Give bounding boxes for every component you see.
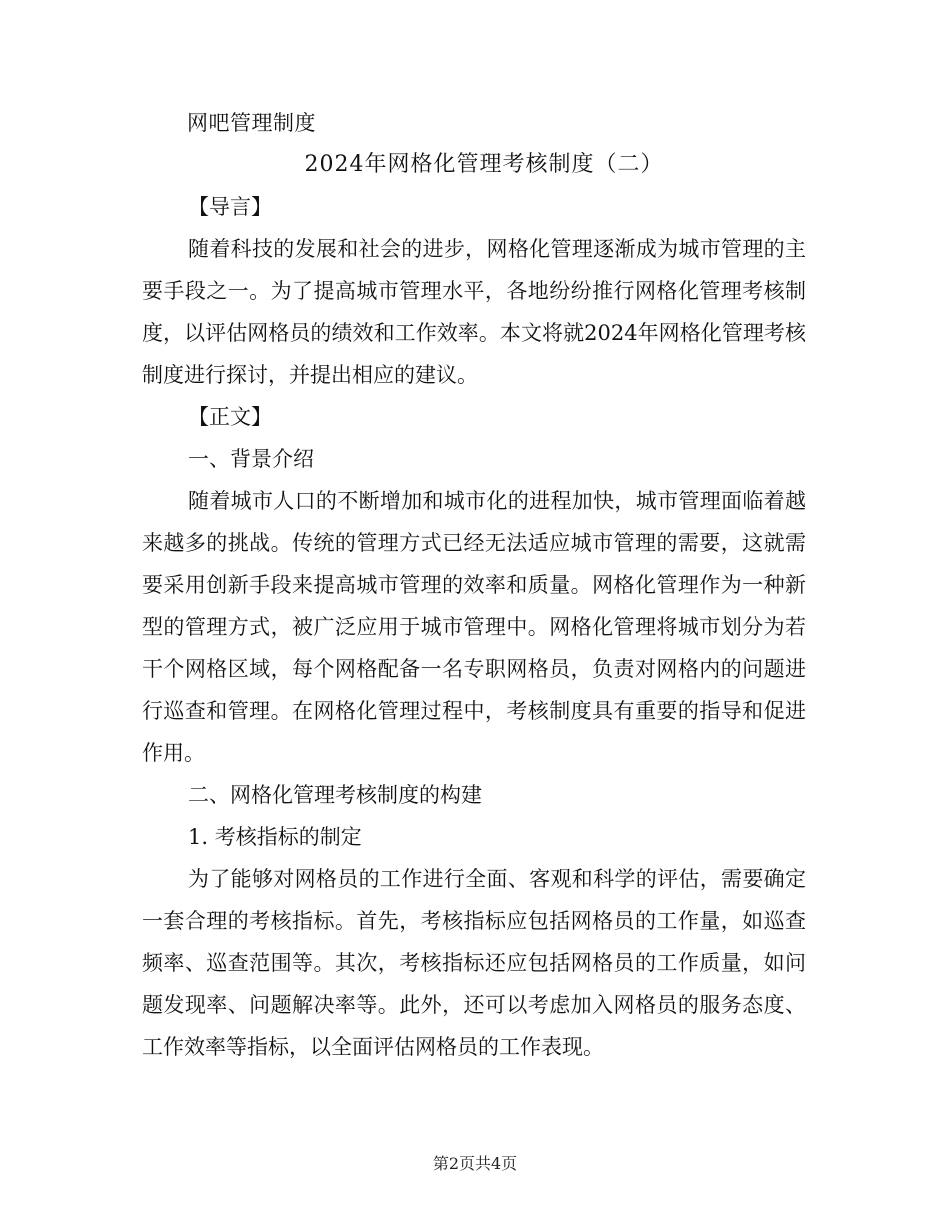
document-header: 网吧管理制度 <box>187 111 316 135</box>
subsection1-paragraph: 为了能够对网格员的工作进行全面、客观和科学的评估，需要确定一套合理的考核指标。首先，考核指标应包括网格员的工作量，如巡查频率、巡查范围等。其次，考核指标还应包括网格员的工作质量，如问题发现率、问题解决率等。此外，还可以考虑加入网格员的服务态度、工作效率等指标，以全面评估网格员的工作表现。 <box>142 867 806 1059</box>
section2-heading: 二、网格化管理考核制度的构建 <box>188 783 482 807</box>
section1-paragraph: 随着城市人口的不断增加和城市化的进程加快，城市管理面临着越来越多的挑战。传统的管理方式已经无法适应城市管理的需要，这就需要采用创新手段来提高城市管理的效率和质量。网格化管理作为一种新型的管理方式，被广泛应用于城市管理中。网格化管理将城市划分为若干个网格区域，每个网格配备一名专职网格员，负责对网格内的问题进行巡查和管理。在网格化管理过程中，考核制度具有重要的指导和促进作用。 <box>142 489 806 765</box>
page-title: 2024年网格化管理考核制度（二） <box>304 152 664 177</box>
body-heading: 【正文】 <box>188 405 272 429</box>
page-indicator: 第2页共4页 <box>432 1154 518 1173</box>
intro-heading: 【导言】 <box>188 195 272 219</box>
document-body <box>142 102 806 1068</box>
intro-paragraph: 随着科技的发展和社会的进步，网格化管理逐渐成为城市管理的主要手段之一。为了提高城市管理水平，各地纷纷推行网格化管理考核制度，以评估网格员的绩效和工作效率。本文将就2024年网格化管理考核制度进行探讨，并提出相应的建议。 <box>142 237 806 387</box>
subsection1-heading: 1. 考核指标的制定 <box>188 825 362 849</box>
section1-heading: 一、背景介绍 <box>188 447 314 471</box>
